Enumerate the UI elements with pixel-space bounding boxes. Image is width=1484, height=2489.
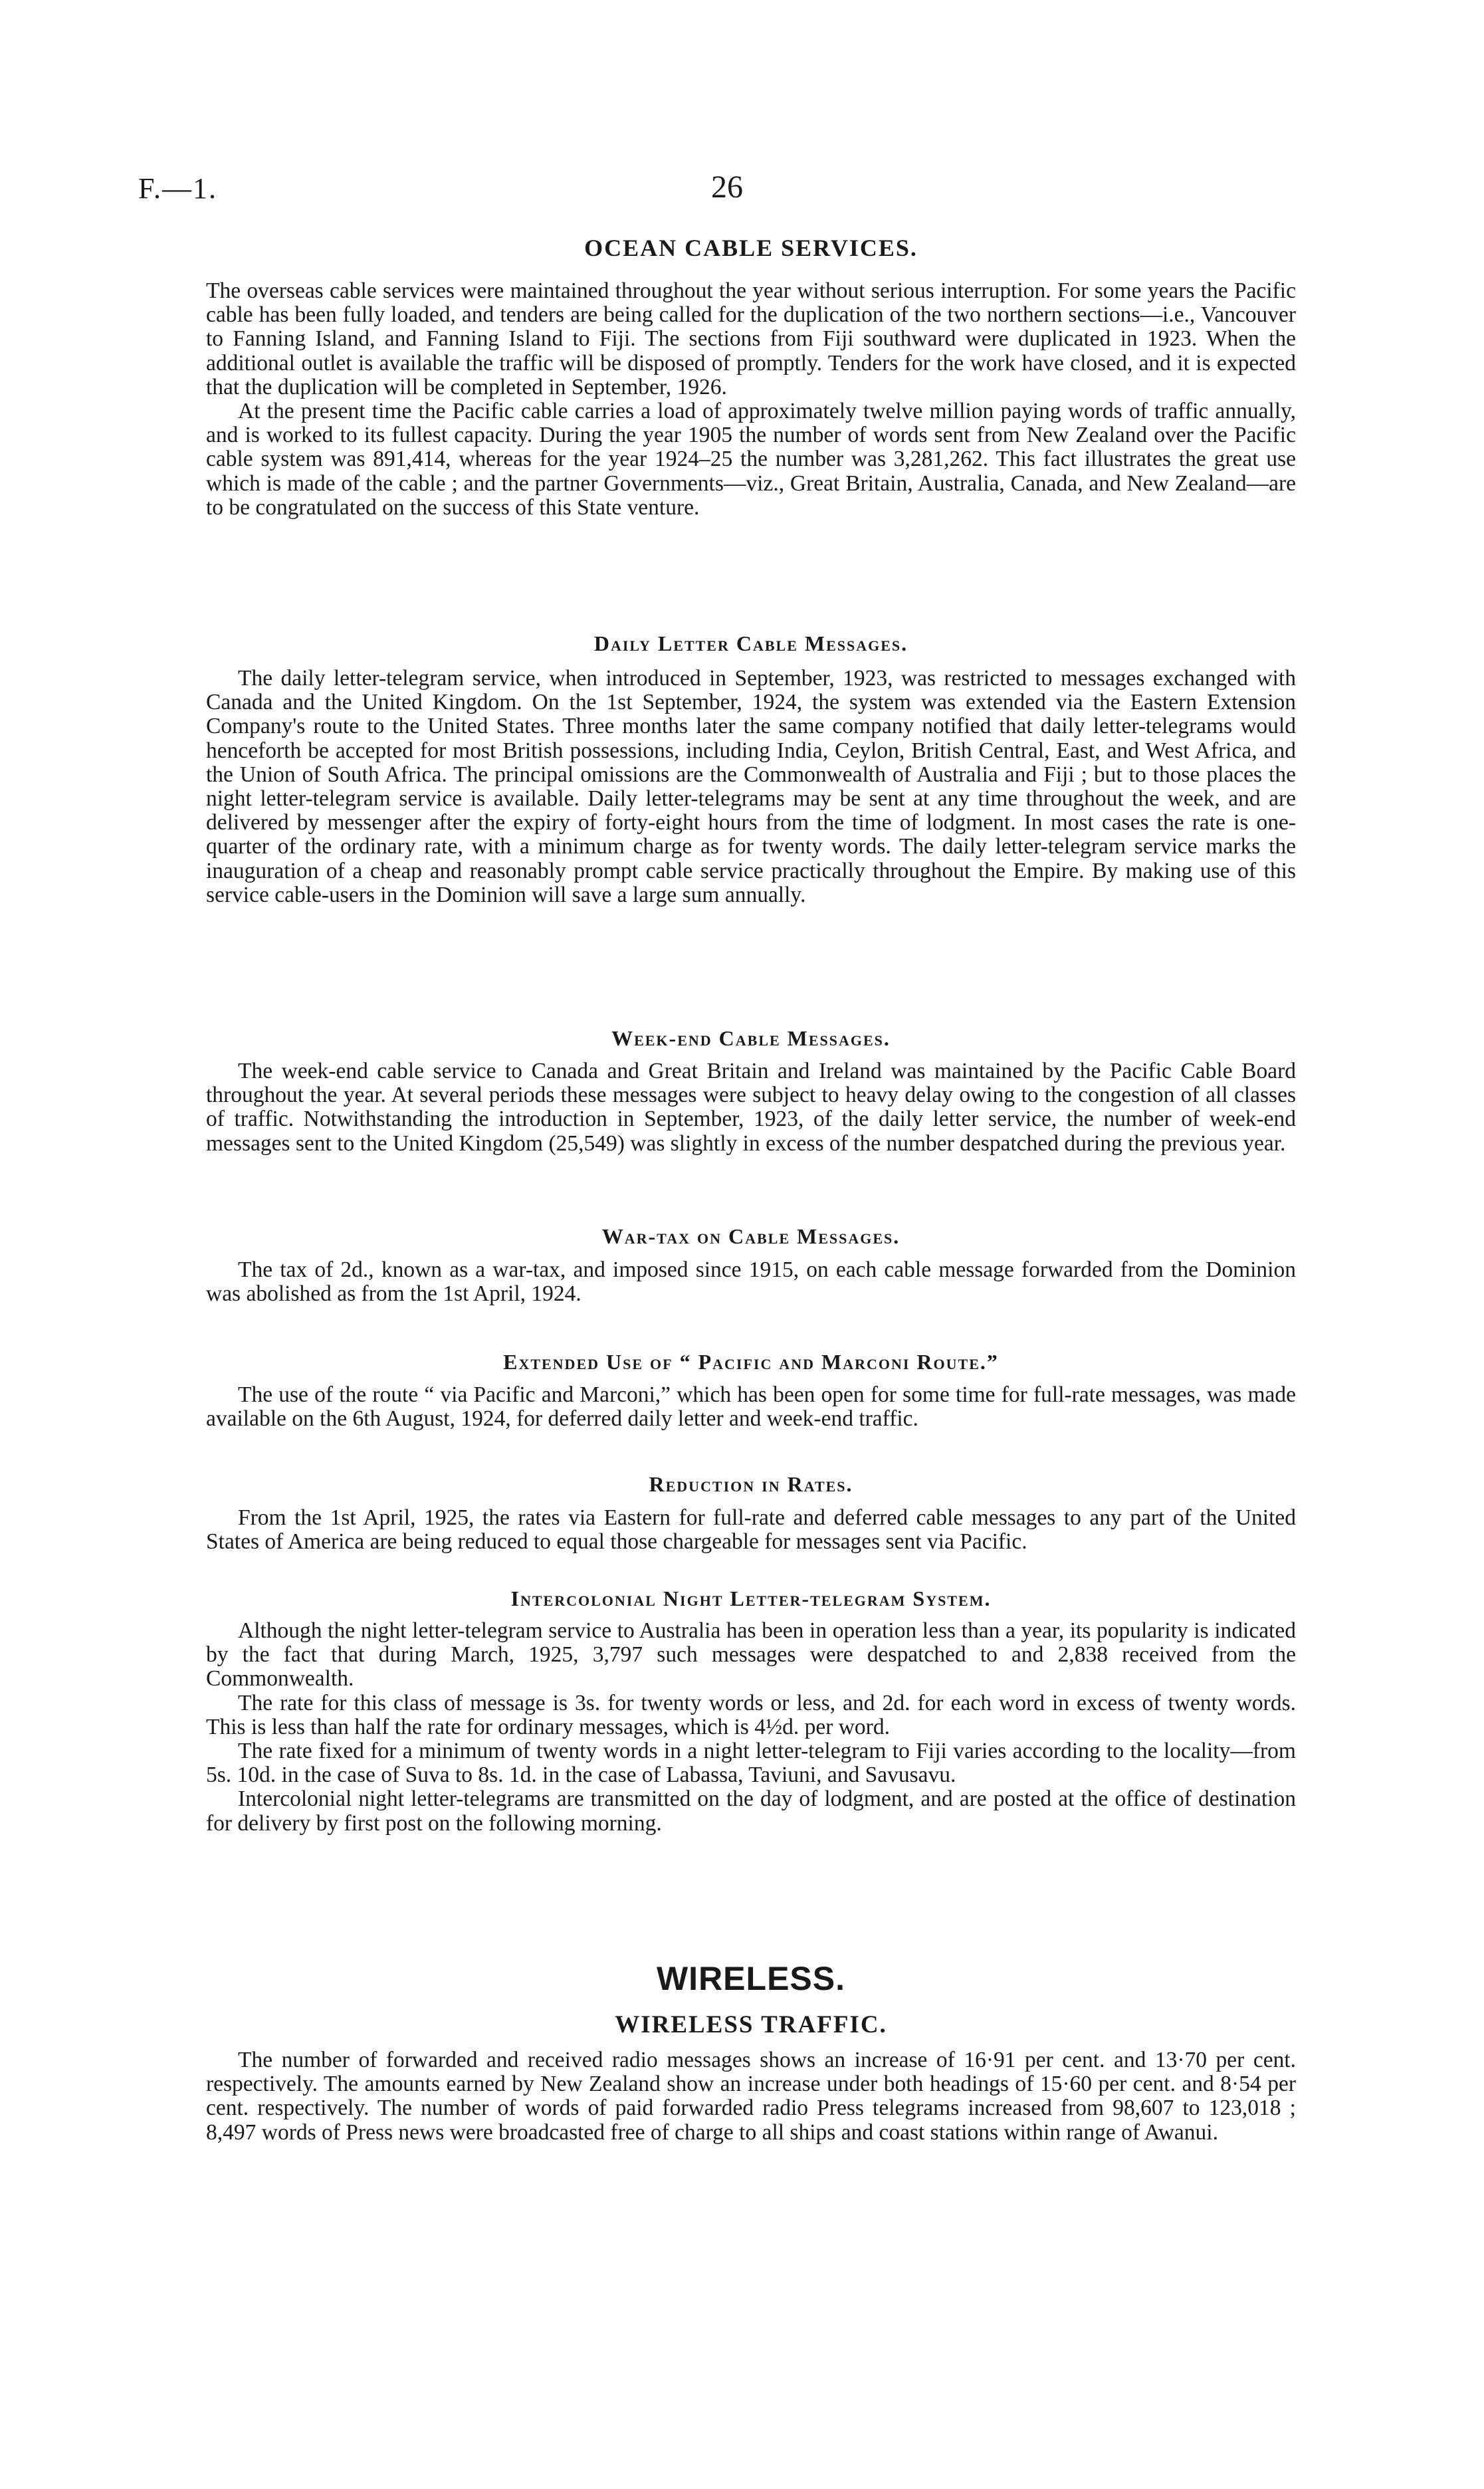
paragraph-text: Intercolonial night letter-telegrams are transmitted on the day of lodgment, and are posted at the office of destination for delivery by first post on the following morning. xyxy=(206,1786,1296,1836)
paragraph-text: The use of the route “ via Pacific and Marconi,” which has been open for some time for full-rate messages, was made available on the 6th August, 1924, for deferred daily letter and week-end traffic. xyxy=(206,1382,1296,1432)
section-wireless-traffic xyxy=(206,2010,1296,2039)
heading-extended-use: Extended Use of “ Pacific and Marconi Route.” xyxy=(503,1350,999,1374)
week-end-body xyxy=(206,1059,1296,1156)
intercolonial-body xyxy=(206,1619,1296,1836)
section-ocean-cable xyxy=(206,234,1296,262)
paragraph-reduction-1 xyxy=(206,1506,1296,1554)
paragraph-wireless-1 xyxy=(206,2048,1296,2145)
reduction-body xyxy=(206,1506,1296,1554)
wireless-body xyxy=(206,2048,1296,2145)
section-wireless xyxy=(206,1959,1296,1998)
paragraph-text: The number of forwarded and received radio messages shows an increase of 16·91 per cent. and 13·70 per cent. respectively. The amounts earned by New Zealand show an increase under both headings of 15·60 per cent. and 8·54 per cent. respectively. The number of words of paid forwarded radio Press telegrams increased from 98,607 to 123,018 ; 8,497 words of Press news were broadcasted free of charge to all ships and coast stations within range of Awanui. xyxy=(206,2048,1296,2145)
paragraph-week-end-1 xyxy=(206,1059,1296,1156)
heading-ocean-cable: OCEAN CABLE SERVICES. xyxy=(584,235,918,261)
section-daily-letter xyxy=(206,631,1296,656)
section-week-end xyxy=(206,1026,1296,1051)
war-tax-body xyxy=(206,1258,1296,1306)
page-number: 26 xyxy=(711,169,743,205)
heading-wireless-traffic: WIRELESS TRAFFIC. xyxy=(615,2011,887,2038)
section-war-tax xyxy=(206,1224,1296,1249)
heading-week-end: Week-end Cable Messages. xyxy=(611,1026,891,1050)
heading-wireless: WIRELESS. xyxy=(656,1960,846,1997)
paragraph-intercolonial-3 xyxy=(206,1739,1296,1787)
daily-letter-body xyxy=(206,667,1296,907)
paragraph-text: At the present time the Pacific cable carries a load of approximately twelve million paying words of traffic annually, and is worked to its fullest capacity. During the year 1905 the number of words sent from New Zealand over the Pacific cable system was 891,414, whereas for the year 1924–25 the number was 3,281,262. This fact illustrates the great use which is made of the cable ; and the partner Governments—viz., Great Britain, Australia, Canada, and New Zealand—are to be congratulated on the success of this State venture. xyxy=(206,399,1296,520)
section-intercolonial xyxy=(206,1586,1296,1611)
paragraph-text: The overseas cable services were maintained throughout the year without serious interruption. For some years the Pacific cable has been fully loaded, and tenders are being called for the duplication of the two northern sections—i.e., Vancouver to Fanning Island, and Fanning Island to Fiji. The sections from Fiji southward were duplicated in 1923. When the additional outlet is available the traffic will be disposed of promptly. Tenders for the work have closed, and it is expected that the duplication will be completed in September, 1926. xyxy=(206,278,1296,399)
paragraph-ocean-cable-2 xyxy=(206,399,1296,520)
paragraph-text: The rate for this class of message is 3s. for twenty words or less, and 2d. for each word in excess of twenty words. This is less than half the rate for ordinary messages, which is 4½d. per word. xyxy=(206,1690,1296,1739)
paragraph-text: From the 1st April, 1925, the rates via Eastern for full-rate and deferred cable messages to any part of the United States of America are being reduced to equal those chargeable for messages sent via Pacific. xyxy=(206,1505,1296,1555)
paragraph-text: The daily letter-telegram service, when introduced in September, 1923, was restricted to messages exchanged with Canada and the United Kingdom. On the 1st September, 1924, the system was extended via the Eastern Extension Company's route to the United States. Three months later the same company notified that daily letter-telegrams would henceforth be accepted for most British possessions, including India, Ceylon, British Central, East, and West Africa, and the Union of South Africa. The principal omissions are the Commonwealth of Australia and Fiji ; but to those places the night letter-telegram service is available. Daily letter-telegrams may be sent at any time throughout the week, and are delivered by messenger after the expiry of forty-eight hours from the time of lodgment. In most cases the rate is one-quarter of the ordinary rate, with a minimum charge as for twenty words. The daily letter-telegram service marks the inauguration of a cheap and reasonably prompt cable service practically throughout the Empire. By making use of this service cable-users in the Dominion will save a large sum annually. xyxy=(206,666,1296,907)
heading-reduction: Reduction in Rates. xyxy=(649,1472,853,1496)
paragraph-daily-letter-1 xyxy=(206,667,1296,907)
paragraph-war-tax-1 xyxy=(206,1258,1296,1306)
heading-intercolonial: Intercolonial Night Letter-telegram System. xyxy=(510,1586,992,1610)
page-reference: F.—1. xyxy=(138,172,217,205)
paragraph-text: Although the night letter-telegram service to Australia has been in operation less than a year, its popularity is indicated by the fact that during March, 1925, 3,797 such messages were despatched to and 2,838 received from the Commonwealth. xyxy=(206,1618,1296,1691)
paragraph-extended-use-1 xyxy=(206,1383,1296,1431)
section-extended-use xyxy=(206,1350,1296,1374)
paragraph-text: The rate fixed for a minimum of twenty words in a night letter-telegram to Fiji varies according to the locality—from 5s. 10d. in the case of Suva to 8s. 1d. in the case of Labassa, Taviuni, and Savusavu. xyxy=(206,1739,1296,1788)
paragraph-intercolonial-2 xyxy=(206,1691,1296,1739)
paragraph-text: The tax of 2d., known as a war-tax, and imposed since 1915, on each cable message forwarded from the Dominion was abolished as from the 1st April, 1924. xyxy=(206,1257,1296,1307)
heading-war-tax: War-tax on Cable Messages. xyxy=(601,1224,901,1248)
section-reduction xyxy=(206,1472,1296,1497)
paragraph-ocean-cable-1 xyxy=(206,279,1296,399)
ocean-cable-body xyxy=(206,279,1296,520)
heading-daily-letter: Daily Letter Cable Messages. xyxy=(593,631,908,655)
extended-use-body xyxy=(206,1383,1296,1431)
paragraph-intercolonial-1 xyxy=(206,1619,1296,1691)
paragraph-intercolonial-4 xyxy=(206,1787,1296,1835)
paragraph-text: The week-end cable service to Canada and Great Britain and Ireland was maintained by the Pacific Cable Board throughout the year. At several periods these messages were subject to heavy delay owing to the congestion of all classes of traffic. Notwithstanding the introduction in September, 1923, of the daily letter service, the number of week-end messages sent to the United Kingdom (25,549) was slightly in excess of the number despatched during the previous year. xyxy=(206,1059,1296,1156)
